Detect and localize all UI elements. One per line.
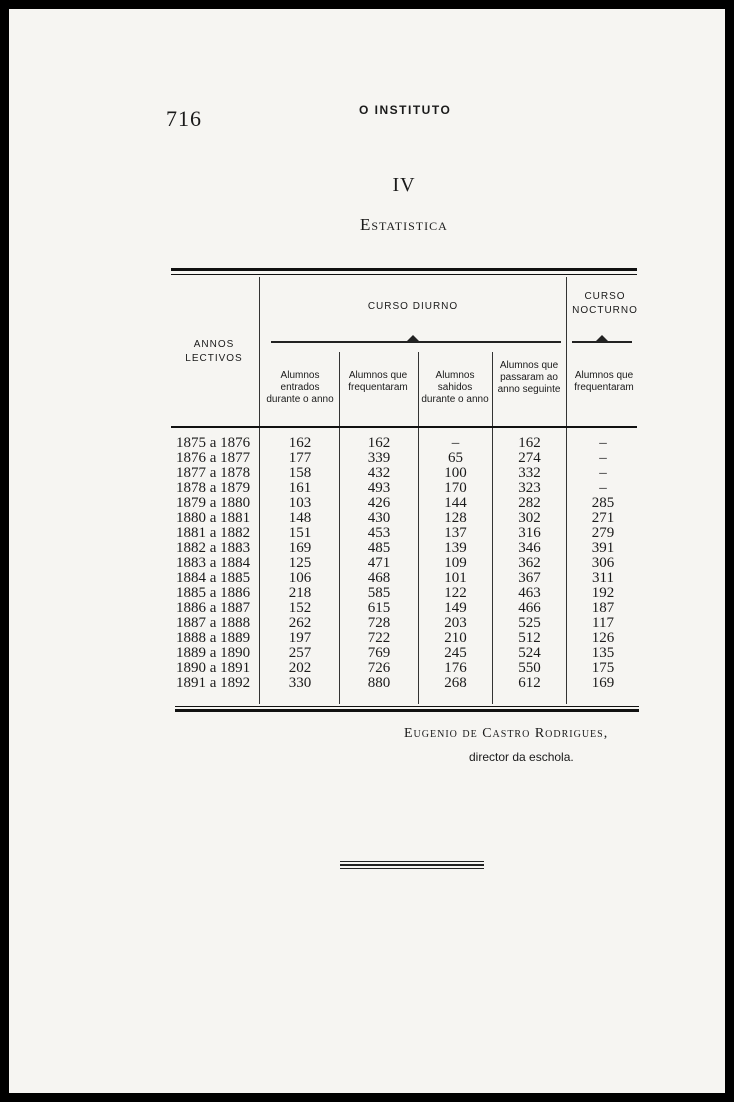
passed-cell: 316 [518,525,541,541]
entered-cell: 151 [288,525,312,541]
year-cell: 1887 a 1888 [176,615,251,631]
attended-day-cell: 468 [367,570,391,586]
passed-cell: 512 [518,630,541,646]
col-header-attended-night: Alumnos que frequentaram [574,370,634,393]
attended-night-cell: 279 [591,525,615,541]
attended-night-cell: 391 [591,540,615,556]
left-cell: 122 [444,585,467,601]
attended-night-cell: – [599,450,607,466]
left-cell: 176 [444,660,467,676]
attended-day-cell: 493 [367,480,391,496]
section-number: IV [392,174,416,196]
passed-cell: 162 [518,435,541,451]
passed-cell: 282 [518,495,541,511]
year-cell: 1886 a 1887 [176,600,251,616]
attended-day-cell: 585 [367,585,391,601]
entered-cell: 197 [288,630,312,646]
column-attended-night [567,436,639,691]
year-cell: 1877 a 1878 [176,465,251,481]
year-cell: 1882 a 1883 [176,540,251,556]
left-cell: 210 [444,630,467,646]
col-header-passed: Alumnos que passaram ao anno seguinte [497,360,561,395]
entered-cell: 152 [288,600,312,616]
left-cell: 149 [444,600,467,616]
attended-night-cell: – [599,435,607,451]
attended-day-cell: 453 [367,525,391,541]
entered-cell: 125 [288,555,312,571]
attended-day-cell: 430 [367,510,391,526]
entered-cell: 162 [288,435,312,451]
year-cell: 1891 a 1892 [176,675,251,691]
attended-night-cell: 175 [591,660,615,676]
left-cell: 101 [444,570,467,586]
passed-cell: 463 [518,585,541,601]
entered-cell: 169 [288,540,312,556]
attended-night-cell: 192 [591,585,615,601]
passed-cell: 524 [518,645,541,661]
year-cell: 1875 a 1876 [176,435,251,451]
brace-tip-night [596,335,608,341]
attended-day-cell: 339 [367,450,391,466]
left-cell: – [451,435,460,451]
attended-day-cell: 432 [367,465,391,481]
year-cell: 1881 a 1882 [176,525,251,541]
year-cell: 1878 a 1879 [176,480,251,496]
entered-cell: 202 [288,660,312,676]
section-title: Estatistica [360,215,448,234]
entered-cell: 161 [288,480,312,496]
entered-cell: 330 [288,675,312,691]
attended-day-cell: 726 [367,660,391,676]
passed-cell: 332 [518,465,541,481]
left-cell: 128 [444,510,467,526]
attended-night-cell: 311 [592,570,614,586]
signature-role: director da eschola. [469,750,574,764]
entered-cell: 148 [288,510,312,526]
year-cell: 1876 a 1877 [176,450,251,466]
table-bottom-rule [175,709,639,712]
year-cell: 1889 a 1890 [176,645,251,661]
stub-header: ANNOS LECTIVOS [185,339,243,364]
table-top-rule [171,268,637,271]
left-cell: 137 [444,525,467,541]
left-cell: 109 [444,555,467,571]
passed-cell: 612 [518,675,541,691]
attended-night-cell: 306 [591,555,615,571]
attended-night-cell: 169 [591,675,615,691]
attended-night-cell: 117 [592,615,614,631]
entered-cell: 218 [288,585,312,601]
table-bottom-rule-thin [175,706,639,707]
left-cell: 139 [444,540,467,556]
attended-day-cell: 485 [367,540,391,556]
col-header-left: Alumnos sahidos durante o anno [421,370,489,405]
passed-cell: 466 [518,600,541,616]
attended-day-cell: 728 [367,615,391,631]
attended-night-cell: 285 [591,495,615,511]
attended-day-cell: 615 [367,600,391,616]
end-rule-middle [340,864,484,866]
passed-cell: 525 [518,615,541,631]
attended-night-cell: – [599,480,607,496]
attended-day-cell: 471 [367,555,391,571]
left-cell: 65 [448,450,463,466]
left-cell: 100 [444,465,467,481]
year-cell: 1884 a 1885 [176,570,251,586]
group-header-night: CURSO NOCTURNO [572,291,638,316]
attended-night-cell: 271 [591,510,615,526]
end-rule-top [340,861,484,862]
left-cell: 144 [444,495,467,511]
passed-cell: 550 [518,660,541,676]
attended-day-cell: 880 [367,675,391,691]
attended-night-cell: 135 [591,645,615,661]
entered-cell: 262 [288,615,312,631]
col-header-entered: Alumnos entrados durante o anno [266,370,334,405]
col-header-attended-day: Alumnos que frequentaram [348,370,408,393]
attended-day-cell: 162 [367,435,391,451]
left-cell: 203 [444,615,467,631]
left-cell: 170 [444,480,467,496]
passed-cell: 302 [518,510,541,526]
divider-stub [259,277,260,704]
year-cell: 1879 a 1880 [176,495,251,511]
running-title: O INSTITUTO [359,103,452,117]
attended-night-cell: – [599,465,607,481]
entered-cell: 158 [288,465,312,481]
attended-night-cell: 126 [591,630,615,646]
left-cell: 245 [444,645,467,661]
year-cell: 1883 a 1884 [176,555,251,571]
entered-cell: 257 [288,645,312,661]
passed-cell: 274 [518,450,541,466]
year-cell: 1890 a 1891 [176,660,251,676]
attended-day-cell: 426 [367,495,391,511]
column-passed [493,436,566,691]
brace-rule-night [572,341,632,343]
passed-cell: 346 [518,540,541,556]
attended-day-cell: 769 [367,645,391,661]
document-page [9,9,725,1093]
page-number: 716 [166,106,202,131]
left-cell: 268 [444,675,467,691]
group-header-day: CURSO DIURNO [367,301,459,312]
entered-cell: 106 [288,570,312,586]
end-rule-bottom [340,868,484,869]
column-attended-day [340,436,418,691]
brace-rule-day [271,341,561,343]
year-cell: 1885 a 1886 [176,585,251,601]
column-entered [261,436,339,691]
table-top-rule-thin [171,274,637,275]
entered-cell: 177 [288,450,312,466]
year-cell: 1888 a 1889 [176,630,251,646]
passed-cell: 362 [518,555,541,571]
column-left [419,436,492,691]
year-cell: 1880 a 1881 [176,510,251,526]
header-bottom-rule [171,426,637,428]
attended-night-cell: 187 [591,600,615,616]
attended-day-cell: 722 [367,630,391,646]
passed-cell: 367 [518,570,541,586]
column-years [176,436,258,691]
entered-cell: 103 [288,495,312,511]
passed-cell: 323 [518,480,541,496]
signature-name: Eugenio de Castro Rodrigues, [404,726,609,741]
brace-tip-day [407,335,419,341]
